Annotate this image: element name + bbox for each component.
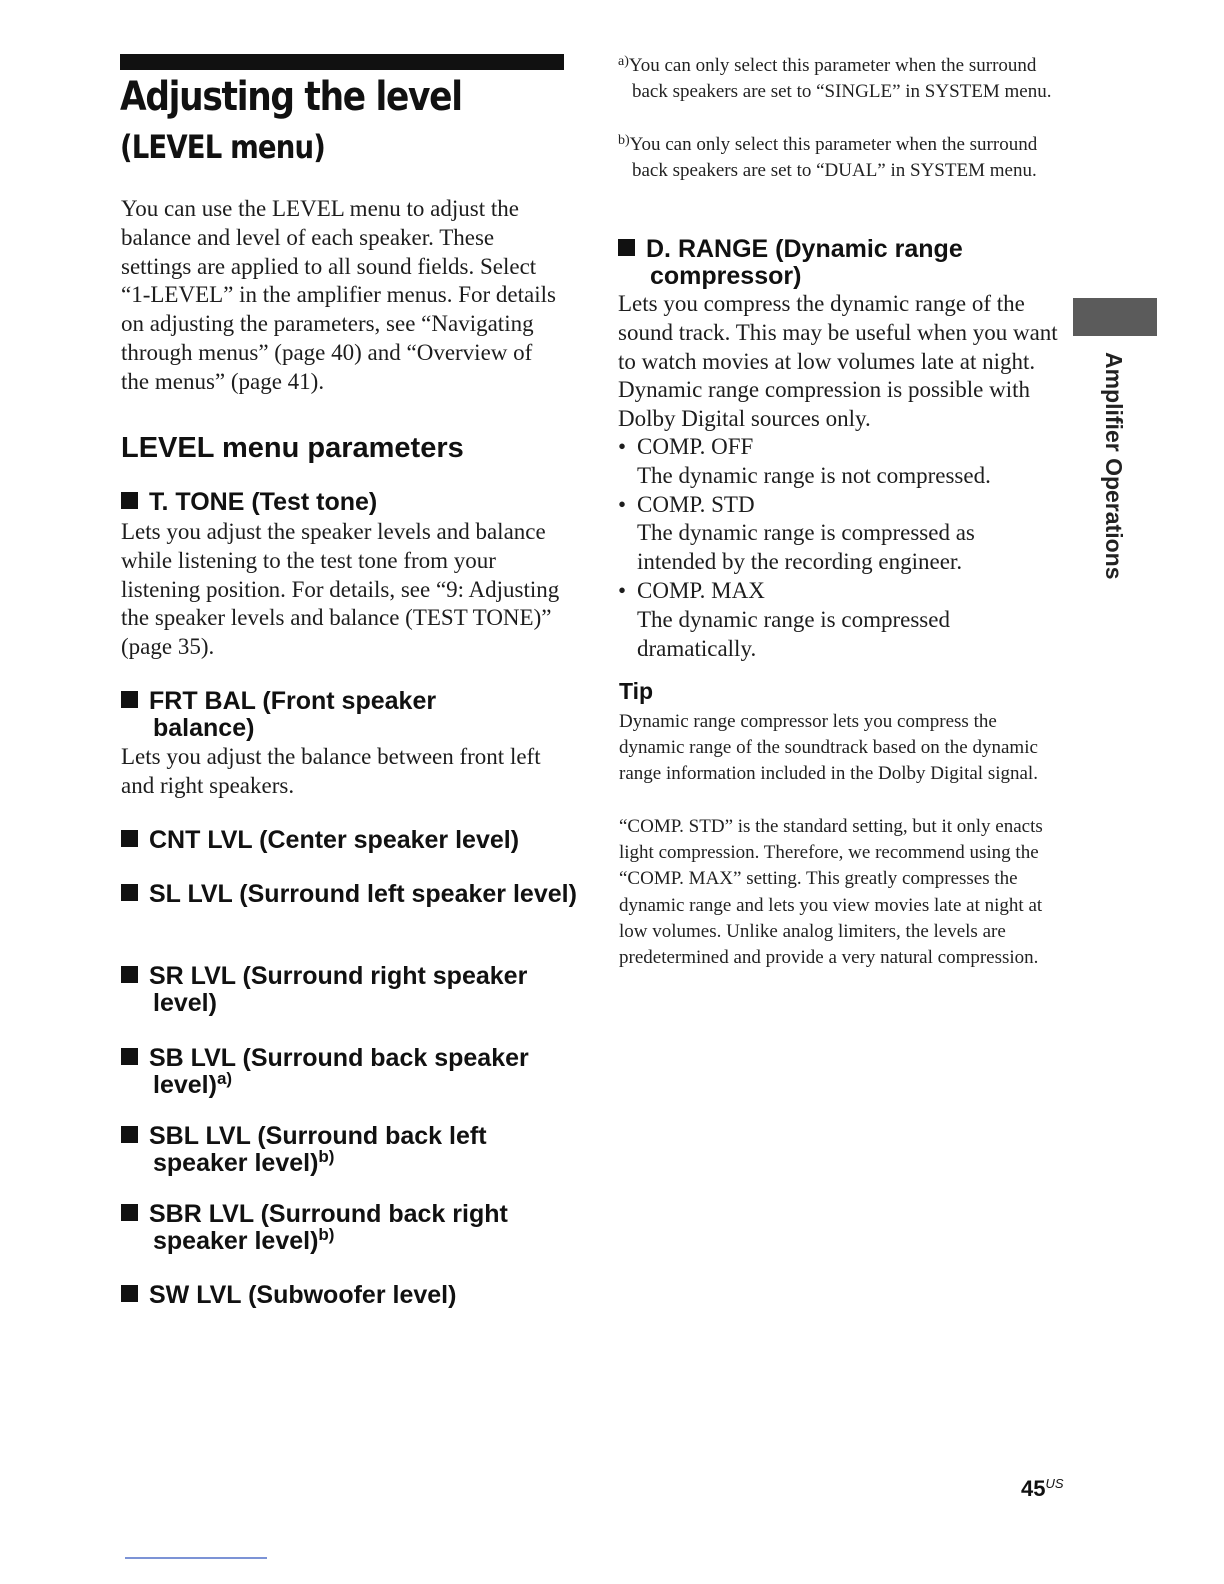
- param-heading-surround-left: [121, 881, 583, 908]
- option-desc: The dynamic range is compressed as intended by the recording engineer.: [637, 520, 975, 575]
- parameters-heading: LEVEL menu parameters: [121, 432, 464, 464]
- bullet-dot-icon: •: [618, 434, 627, 459]
- section-tab-marker: [1073, 298, 1157, 336]
- bullet-square-icon: [121, 691, 138, 708]
- option-name: COMP. MAX: [637, 577, 765, 603]
- bullet-square-icon: [121, 1126, 138, 1143]
- param-heading-surround-back-left: [121, 1123, 573, 1177]
- option-desc: The dynamic range is compressed dramatically.: [637, 606, 950, 661]
- bullet-square-icon: [121, 1285, 138, 1302]
- bullet-square-icon: [121, 1204, 138, 1221]
- page-number: [1021, 1476, 1064, 1502]
- param-heading-surround-back: [121, 1045, 598, 1099]
- option-name: COMP. STD: [637, 491, 755, 517]
- footnote-mark: a): [618, 54, 629, 69]
- title-rule: [120, 54, 564, 70]
- param-label: CNT LVL (Center speaker level): [149, 826, 520, 854]
- tip-paragraph-1: Dynamic range compressor lets you compress the dynamic range of the soundtrack based on the dynamic range information included in the Dolby Digital signal.: [619, 711, 1038, 785]
- option-name: COMP. OFF: [637, 434, 754, 459]
- dynamic-range-desc: Lets you compress the dynamic range of the sound track. This may be useful when you want to watch movies at low volumes late at night. Dynamic range compression is possible with Dolby Digital sources only.: [618, 291, 1058, 432]
- option-desc: The dynamic range is not compressed.: [637, 462, 991, 488]
- page-number-value: 45: [1021, 1476, 1046, 1501]
- footnote-ref: b): [318, 1147, 335, 1166]
- param-label: SBR LVL (Surround back right speaker level): [149, 1200, 508, 1255]
- param-heading-surround-back-right: [121, 1201, 593, 1255]
- param-heading-surround-right: [121, 963, 598, 1017]
- footnote-b: [618, 128, 1062, 184]
- intro-paragraph: You can use the LEVEL menu to adjust the balance and level of each speaker. These settings are applied to all sound fields. Select “1-LEVEL” in the amplifier menus. For details on adjusting the parameters, see “Navigating through menus” (page 40) and “Overview of the menus” (page 41).: [121, 196, 556, 394]
- tip-paragraph-2: “COMP. STD” is the standard setting, but it only enacts light compression. Therefore, we recommend using the “COMP. MAX” setting. This greatly compresses the dynamic range and lets you view movies late at night at low volumes. Unlike analog limiters, the levels are predetermined and provide a very natural compression.: [619, 816, 1043, 969]
- option-comp-max: [618, 577, 1063, 663]
- bullet-square-icon: [121, 966, 138, 983]
- param-label: SR LVL (Surround right speaker level): [149, 962, 528, 1017]
- param-desc-front-balance: Lets you adjust the balance between front left and right speakers.: [121, 744, 541, 798]
- param-label: D. RANGE (Dynamic range compressor): [646, 235, 963, 290]
- footnote-ref: a): [216, 1069, 233, 1088]
- page-subtitle: (LEVEL menu): [120, 128, 325, 166]
- param-desc-test-tone: Lets you adjust the speaker levels and balance while listening to the test tone from your listening position. For details, see “9: Adjusting the speaker levels and balance (TEST TONE)” (page 35).: [121, 519, 560, 660]
- page-title: Adjusting the level: [120, 74, 462, 120]
- bullet-square-icon: [618, 239, 635, 256]
- param-label: SW LVL (Subwoofer level): [149, 1281, 457, 1309]
- bullet-square-icon: [121, 492, 138, 509]
- bullet-dot-icon: •: [618, 577, 627, 603]
- param-label: T. TONE (Test tone): [149, 488, 378, 516]
- footnote-ref: b): [318, 1225, 335, 1244]
- bottom-rule: [125, 1557, 267, 1559]
- option-comp-off: [618, 433, 1063, 491]
- param-label: SBL LVL (Surround back left speaker level): [149, 1122, 487, 1177]
- footnote-text: You can only select this parameter when the surround back speakers are set to “DUAL” in SYSTEM menu.: [629, 134, 1038, 181]
- param-label: SB LVL (Surround back speaker level): [149, 1044, 529, 1099]
- bullet-square-icon: [121, 830, 138, 847]
- param-label: FRT BAL (Front speaker balance): [149, 687, 437, 742]
- param-heading-dynamic-range: [618, 236, 1070, 290]
- option-comp-std: [618, 491, 1063, 577]
- bullet-dot-icon: •: [618, 491, 627, 517]
- bullet-square-icon: [121, 884, 138, 901]
- param-heading-subwoofer: [121, 1282, 593, 1309]
- section-tab-label: Amplifier Operations: [1101, 352, 1127, 580]
- tip-heading: Tip: [619, 678, 654, 704]
- footnote-a: [618, 49, 1062, 105]
- param-heading-test-tone: [121, 489, 593, 516]
- compression-options-list: [618, 433, 1063, 663]
- footnote-text: You can only select this parameter when the surround back speakers are set to “SINGLE” in SYSTEM menu.: [628, 55, 1052, 102]
- param-heading-center-level: [121, 827, 593, 854]
- param-heading-front-balance: [121, 688, 533, 742]
- page-number-suffix: US: [1045, 1476, 1064, 1491]
- param-label: SL LVL (Surround left speaker level): [149, 880, 577, 908]
- footnote-mark: b): [618, 133, 630, 148]
- bullet-square-icon: [121, 1048, 138, 1065]
